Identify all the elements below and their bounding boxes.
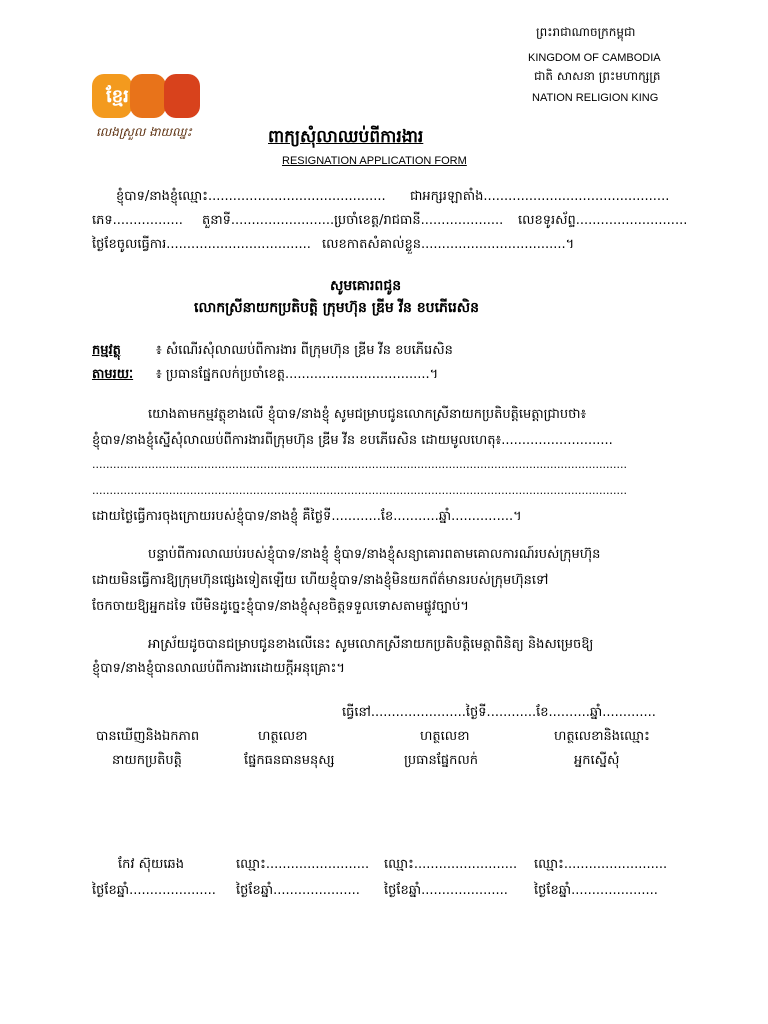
body-p1-line2[interactable]: ខ្ញុំបាទ/នាងខ្ញុំស្នើសុំលាឈប់ពីការងារពីក្រុមហ៊ុន ឌ្រីម វីន ខបភើរេសិន ដោយមូលហេតុ៖........................... (92, 433, 613, 448)
sig-role-bottom-1: នាយកប្រតិបត្តិ (112, 753, 182, 768)
company-logo (92, 74, 222, 146)
field-position[interactable]: តួនាទី........................... (202, 213, 343, 228)
sig-date-3[interactable]: ថ្ងៃខែឆ្នាំ..................... (384, 883, 508, 898)
field-phone[interactable]: លេខទូរស័ព្ទ........................... (518, 213, 688, 228)
via-text[interactable]: ៖ ប្រធានផ្នែកលក់ប្រចាំខេត្ត...................................។ (156, 367, 439, 382)
logo-tagline: លេងស្រួល ងាយឈ្នះ (96, 125, 192, 139)
signing-date-line[interactable]: ធ្វើនៅ.......................ថ្ងៃទី............ខែ..........ឆ្នាំ............. (342, 705, 656, 720)
body-p2-line3: ចែកចាយឱ្យអ្នកដទៃ បើមិនដូច្នេះខ្ញុំបាទ/នាងខ្ញុំសុខចិត្តទទួលទោសតាមផ្លូវច្បាប់។ (92, 599, 469, 614)
sig-role-top-4: ហត្ថលេខានិងឈ្មោះ (554, 729, 650, 744)
logo-block-3 (164, 74, 200, 118)
via-label: តាមរយៈ (92, 367, 134, 382)
sig-role-bottom-4: អ្នកស្នើសុំ (574, 753, 620, 768)
sig-name-2[interactable]: ឈ្មោះ......................... (236, 857, 370, 872)
logo-mark: ខ្មែរ (106, 86, 129, 107)
addressee-greeting: សូមគោរពជូន (330, 278, 402, 294)
body-p3-line1: អាស្រ័យដូចបានជម្រាបជូនខាងលើនេះ សូមលោកស្រីនាយកប្រតិបត្តិមេត្តាពិនិត្យ និងសម្រេចឱ្យ (148, 637, 594, 652)
field-start-date[interactable]: ថ្ងៃខែចូលធ្វើការ................................... (92, 237, 311, 252)
sig-role-top-2: ហត្ថលេខា (258, 729, 308, 744)
sig-name-3[interactable]: ឈ្មោះ......................... (384, 857, 518, 872)
body-p1-line1: យោងតាមកម្មវត្ថុខាងលើ ខ្ញុំបាទ/នាងខ្ញុំ សូមជម្រាបជូនលោកស្រីនាយកប្រតិបត្តិមេត្តាជ្រាបថា៖ (148, 407, 587, 422)
addressee-name: លោកស្រីនាយកប្រតិបត្តិ ក្រុមហ៊ុន ឌ្រីម វីន ខបភើរេសិន (194, 300, 480, 316)
en-kingdom: KINGDOM OF CAMBODIA (528, 52, 661, 64)
kh-kingdom: ព្រះរាជាណាចក្រកម្ពុជា (536, 25, 636, 39)
sig-date-1[interactable]: ថ្ងៃខែឆ្នាំ..................... (92, 883, 216, 898)
reason-dots-1[interactable]: ......................................................................................................................................................... (92, 458, 627, 471)
form-title-en: RESIGNATION APPLICATION FORM (282, 155, 467, 167)
reason-dots-2[interactable]: ......................................................................................................................................................... (92, 484, 627, 497)
logo-block-2 (130, 74, 166, 118)
field-gender[interactable]: ភេទ................. (92, 213, 183, 228)
field-province[interactable]: ប្រចាំខេត្ត/រាជធានី.................... (334, 213, 504, 228)
sig-role-bottom-3: ប្រធានផ្នែកលក់ (404, 753, 479, 768)
body-p3-line2: ខ្ញុំបាទ/នាងខ្ញុំបានលាឈប់ពីការងារដោយក្តីអនុគ្រោះ។ (92, 661, 345, 676)
body-p2-line2: ដោយមិនធ្វើការឱ្យក្រុមហ៊ុនផ្សេងទៀតឡើយ ហើយខ្ញុំបាទ/នាងខ្ញុំមិនយកព័ត៌មានរបស់ក្រុមហ៊ុនទៅ (92, 573, 549, 588)
subject-label: កម្មវត្ថុ (92, 343, 121, 358)
sig-date-4[interactable]: ថ្ងៃខែឆ្នាំ..................... (534, 883, 658, 898)
kh-motto: ជាតិ សាសនា ព្រះមហាក្សត្រ (534, 69, 661, 83)
sig-role-top-1: បានឃើញនិងឯកភាព (96, 729, 200, 744)
last-working-day[interactable]: ដោយថ្ងៃធ្វើការចុងក្រោយរបស់ខ្ញុំបាទ/នាងខ្ញុំ គឺថ្ងៃទី............ខែ...........ឆ្នាំ...............។ (92, 509, 522, 524)
sig-name-4[interactable]: ឈ្មោះ......................... (534, 857, 668, 872)
form-title-kh: ពាក្យសុំលាឈប់ពីការងារ (268, 127, 424, 147)
sig-date-2[interactable]: ថ្ងៃខែឆ្នាំ..................... (236, 883, 360, 898)
field-name[interactable]: ខ្ញុំបាទ/នាងខ្ញុំឈ្មោះ........................................... (116, 189, 386, 204)
sig-name-1: កែវ ស៊ុយឆេង (118, 857, 185, 872)
sig-role-bottom-2: ផ្នែកធនធានមនុស្ស (244, 753, 335, 768)
en-motto: NATION RELIGION KING (532, 92, 659, 104)
subject-text: ៖ សំណើរសុំលាឈប់ពីការងារ ពីក្រុមហ៊ុន ឌ្រីម វីន ខបភើរេសិន (156, 343, 453, 358)
field-latin-name[interactable]: ជាអក្សរឡាតាំង............................................. (410, 189, 670, 204)
body-p2-line1: បន្ទាប់ពីការលាឈប់របស់ខ្ញុំបាទ/នាងខ្ញុំ ខ្ញុំបាទ/នាងខ្ញុំសន្យាគោរពតាមគោលការណ៍របស់ក្រុមហ៊ុន (148, 547, 601, 562)
field-id-card[interactable]: លេខកាតសំគាល់ខ្លួន...................................។ (322, 237, 575, 252)
sig-role-top-3: ហត្ថលេខា (420, 729, 470, 744)
